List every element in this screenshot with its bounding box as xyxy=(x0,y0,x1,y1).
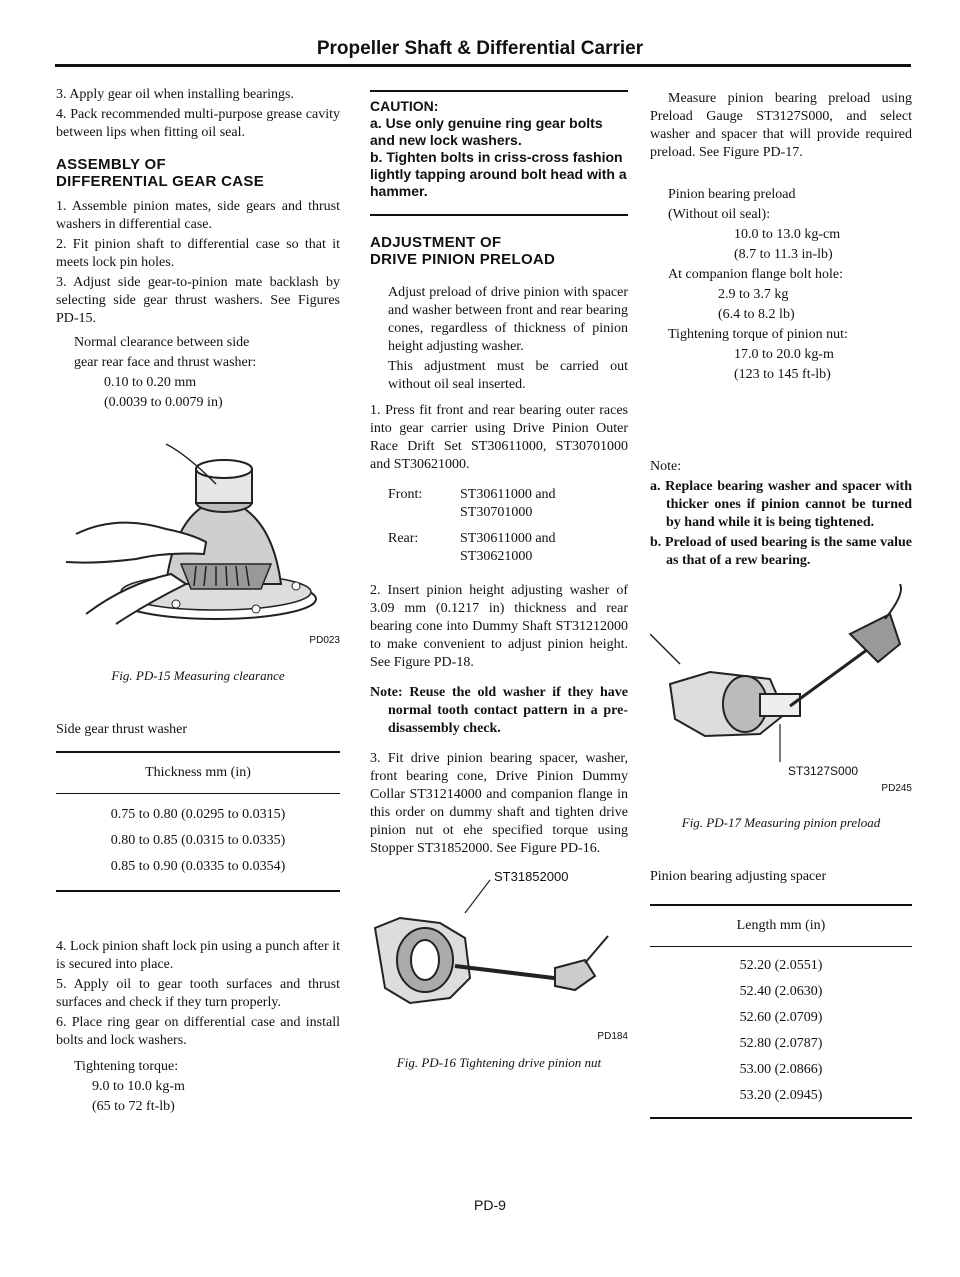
section-heading: DIFFERENTIAL GEAR CASE xyxy=(56,173,265,190)
paragraph: This adjustment must be carried out without oil seal inserted. xyxy=(388,359,628,392)
header-rule xyxy=(55,64,911,67)
table-row: 53.20 (2.0945) xyxy=(739,1088,823,1103)
spec-line: Pinion bearing preload xyxy=(668,187,796,202)
section-heading: ADJUSTMENT OF xyxy=(370,234,502,251)
tool-label: Front: xyxy=(388,487,423,502)
tool-label: Rear: xyxy=(388,531,419,546)
spec-value: 2.9 to 3.7 kg xyxy=(718,287,789,302)
spec-value: (8.7 to 11.3 in-lb) xyxy=(734,247,833,262)
step-3: 3. Fit drive pinion bearing spacer, washer, front bearing cone, Drive Pinion Dummy Collar ST31214000 and companion flange in this order on dummy shaft and tighten drive pinion nut ot ehe specified torque using Stopper ST31852000. See Figure PD-16. xyxy=(370,751,628,856)
spec-value: (0.0039 to 0.0079 in) xyxy=(104,395,223,410)
carrier-stopper-illustration xyxy=(370,868,628,1048)
table-row: 52.20 (2.0551) xyxy=(739,958,823,973)
table-row: 53.00 (2.0866) xyxy=(739,1062,823,1077)
tool-value: ST30701000 xyxy=(460,505,533,520)
table-row: 52.60 (2.0709) xyxy=(739,1010,823,1025)
spec-value: 0.10 to 0.20 mm xyxy=(104,375,197,390)
section-heading: ASSEMBLY OF xyxy=(56,156,166,173)
spec-line: Tightening torque of pinion nut: xyxy=(668,327,848,342)
figure-caption: Fig. PD-16 Tightening drive pinion nut xyxy=(396,1055,602,1070)
paragraph: Measure pinion bearing preload using Preload Gauge ST3127S000, and select washer and spacer that will provide required preload. See Figure PD-17. xyxy=(650,91,912,160)
spec-line: Tightening torque: xyxy=(74,1059,179,1074)
spec-value: (65 to 72 ft-lb) xyxy=(92,1099,175,1114)
table-row: 0.75 to 0.80 (0.0295 to 0.0315) xyxy=(110,807,286,822)
step-1: 1. Press fit front and rear bearing outer races into gear carrier using Drive Pinion Outer Race Drift Set ST30611000, ST30701000 and ST30621000. xyxy=(370,403,628,472)
spec-line: gear rear face and thrust washer: xyxy=(74,355,257,370)
tool-label: ST3127S000 xyxy=(788,764,859,778)
column-2 xyxy=(370,86,628,1072)
caution-title: CAUTION: xyxy=(370,98,439,114)
step-4: 4. Lock pinion shaft lock pin using a punch after it is secured into place. xyxy=(56,939,340,972)
tool-row-rear xyxy=(370,530,628,566)
tool-value: ST30611000 and xyxy=(460,531,556,546)
tool-value: ST30621000 xyxy=(460,549,533,564)
figure-pd17 xyxy=(650,584,912,794)
figure-code: PD184 xyxy=(597,1031,628,1042)
note-item: a. Replace bearing washer and spacer with thicker ones if pinion cannot be turned by hand while it is being tightened. xyxy=(650,479,912,530)
note-title: Note: xyxy=(650,459,682,474)
step-apply-gear-oil: 3. Apply gear oil when installing bearings. xyxy=(56,87,294,102)
table-title: Pinion bearing adjusting spacer xyxy=(650,869,827,884)
step-6: 6. Place ring gear on differential case and install bolts and lock washers. xyxy=(56,1015,340,1048)
differential-case-illustration xyxy=(56,414,340,649)
step-2: 2. Insert pinion height adjusting washer of 3.09 mm (0.1217 in) thickness and rear bearing cone into Dummy Shaft ST31212000 to make convenient to adjust pinion height. See Figure PD-18. xyxy=(370,583,628,670)
figure-caption: Fig. PD-15 Measuring clearance xyxy=(111,668,285,683)
figure-caption: Fig. PD-17 Measuring pinion preload xyxy=(681,815,881,830)
page-header: Propeller Shaft & Differential Carrier xyxy=(316,38,644,59)
spec-line: Normal clearance between side xyxy=(74,335,250,350)
table-row: 52.40 (2.0630) xyxy=(739,984,823,999)
tool-value: ST30611000 and xyxy=(460,487,556,502)
figure-pd15 xyxy=(56,414,340,649)
figure-code: PD245 xyxy=(881,783,912,794)
step-5: 5. Apply oil to gear tooth surfaces and thrust surfaces and check if they turn properly. xyxy=(56,977,340,1010)
column-1 xyxy=(56,86,340,1118)
note-item: b. Preload of used bearing is the same value as that of a rew bearing. xyxy=(650,535,912,568)
spec-value: (123 to 145 ft-lb) xyxy=(734,367,831,382)
paragraph: Adjust preload of drive pinion with spacer and washer between front and rear bearing cones, regardless of thickness of pinion height adjusting washer. xyxy=(388,285,628,354)
spec-value: 10.0 to 13.0 kg-cm xyxy=(734,227,841,242)
table-row: 52.80 (2.0787) xyxy=(739,1036,823,1051)
figure-pd16 xyxy=(370,868,628,1048)
step-pack-grease: 4. Pack recommended multi-purpose grease cavity between lips when fitting oil seal. xyxy=(56,107,340,140)
table-bottom-rule xyxy=(650,1117,912,1119)
preload-gauge-illustration xyxy=(650,584,912,784)
spec-value: 9.0 to 10.0 kg-m xyxy=(92,1079,185,1094)
note: Note: Reuse the old washer if they have normal tooth contact pattern in a pre-disassembly check. xyxy=(370,685,628,736)
table-header: Length mm (in) xyxy=(736,918,826,933)
tool-label: ST31852000 xyxy=(494,869,569,884)
tool-row-front xyxy=(370,486,628,522)
spec-value: 17.0 to 20.0 kg-m xyxy=(734,347,834,362)
step-2: 2. Fit pinion shaft to differential case so that it meets lock pin holes. xyxy=(56,237,340,270)
table-title: Side gear thrust washer xyxy=(56,722,188,737)
step-1: 1. Assemble pinion mates, side gears and thrust washers in differential case. xyxy=(56,199,340,232)
page-number: PD-9 xyxy=(474,1197,506,1213)
table-row: 0.80 to 0.85 (0.0315 to 0.0335) xyxy=(110,833,286,848)
column-3 xyxy=(650,90,912,1119)
step-3: 3. Adjust side gear-to-pinion mate backlash by selecting side gear thrust washers. See Figures PD-15. xyxy=(56,275,340,326)
spec-line: At companion flange bolt hole: xyxy=(668,267,843,282)
caution-item: a. Use only genuine ring gear bolts and new lock washers. xyxy=(370,115,603,148)
spec-line: (Without oil seal): xyxy=(668,207,771,222)
table-header: Thickness mm (in) xyxy=(145,765,251,780)
table-row: 0.85 to 0.90 (0.0335 to 0.0354) xyxy=(110,859,286,874)
caution-item: b. Tighten bolts in criss-cross fashion lightly tapping around bolt head with a hammer. xyxy=(370,149,627,199)
spec-value: (6.4 to 8.2 lb) xyxy=(718,307,795,322)
section-heading: DRIVE PINION PRELOAD xyxy=(370,251,556,268)
figure-code: PD023 xyxy=(309,635,340,646)
